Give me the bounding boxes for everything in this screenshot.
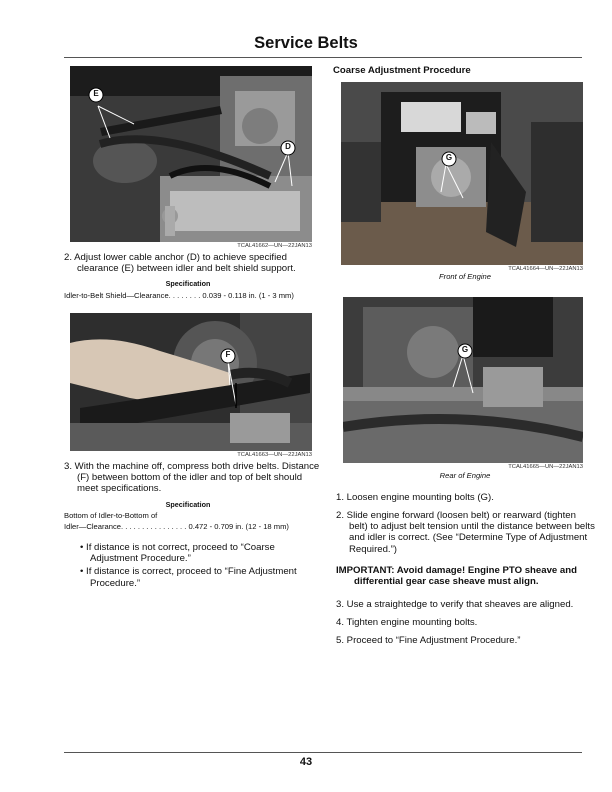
list-item: • If distance is correct, proceed to “Fine Adjustment Procedure.” — [80, 566, 297, 589]
page-title: Service Belts — [254, 34, 358, 52]
callout-d: D — [285, 142, 291, 151]
step-3-coarse: 3. Use a straightedge to verify that sheaves are aligned. — [336, 599, 574, 610]
footer-rule — [64, 752, 582, 753]
figure-subtitle: Rear of Engine — [439, 471, 491, 480]
callout-f: F — [225, 350, 231, 359]
spec-heading: Specification — [165, 500, 211, 509]
step-2-coarse: 2. Slide engine forward (loosen belt) or rearward (tighten belt) to adjust belt tension until the distance between belts and idler is correct. (See “Determine Type of Adjustment Required.”) — [336, 510, 595, 555]
step-1: 1. Loosen engine mounting bolts (G). — [336, 492, 494, 503]
list-item: • If distance is not correct, proceed to “Coarse Adjustment Procedure.” — [80, 542, 275, 565]
spec-idler-clearance: Idler—Clearance. . . . . . . . . . . . . . . . 0.472 - 0.709 in. (12 - 18 mm) — [64, 522, 289, 531]
figure-subtitle: Front of Engine — [439, 272, 491, 281]
bullet-list — [76, 542, 314, 589]
photo-idler-belt-distance — [70, 313, 312, 451]
header-rule — [64, 57, 582, 58]
spec-heading: Specification — [165, 279, 211, 288]
section-heading: Coarse Adjustment Procedure — [333, 65, 471, 76]
photo-idler-belt-shield — [70, 66, 312, 242]
photo-rear-of-engine — [343, 297, 583, 463]
step-2: 2. Adjust lower cable anchor (D) to achieve specified clearance (E) between idler and belt shield support. — [64, 252, 296, 275]
callout-e: E — [93, 89, 99, 98]
photo-front-of-engine — [341, 82, 583, 265]
callout-g: G — [461, 345, 469, 354]
spec-idler-belt-shield: Idler-to-Belt Shield—Clearance. . . . . . . . 0.039 - 0.118 in. (1 - 3 mm) — [64, 291, 294, 300]
figure-caption: TCAL41664—UN—22JAN13 — [508, 266, 583, 272]
step-3: 3. With the machine off, compress both drive belts. Distance (F) between bottom of the idler and top of belt should meet specifications. — [64, 461, 320, 495]
spec-idler-clearance-label: Bottom of Idler-to-Bottom of — [64, 511, 158, 520]
page-number: 43 — [299, 756, 313, 768]
callout-g: G — [445, 153, 453, 162]
important-notice: IMPORTANT: Avoid damage! Engine PTO sheave and differential gear case sheave must align. — [336, 565, 577, 588]
figure-caption: TCAL41663—UN—22JAN13 — [237, 452, 312, 458]
figure-caption: TCAL41662—UN—22JAN13 — [237, 243, 312, 249]
figure-caption: TCAL41665—UN—22JAN13 — [508, 464, 583, 470]
step-4-coarse: 4. Tighten engine mounting bolts. — [336, 617, 478, 628]
step-5-coarse: 5. Proceed to “Fine Adjustment Procedure.” — [336, 635, 521, 646]
